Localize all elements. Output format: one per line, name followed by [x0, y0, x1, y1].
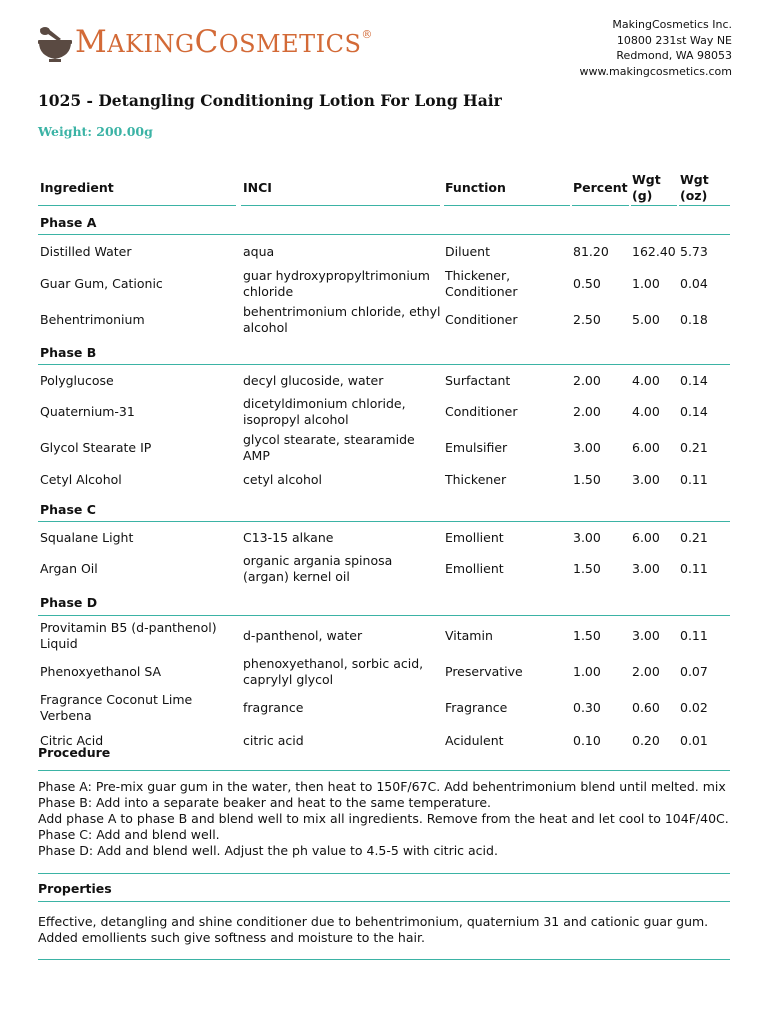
phase-header: [38, 208, 730, 237]
cell-wgt-g: 4.00: [632, 404, 660, 419]
phase-label: Phase C: [40, 501, 96, 517]
phase-label: Phase A: [40, 215, 97, 230]
table-row: [38, 302, 730, 337]
procedure-line: Phase C: Add and blend well.: [38, 827, 220, 842]
recipe-title: 1025 - Detangling Conditioning Lotion For Long Hair: [38, 91, 502, 110]
phase-header: [38, 494, 730, 524]
cell-percent: 2.50: [573, 311, 601, 327]
cell-wgt-g: 6.00: [632, 440, 660, 455]
procedure-text: [38, 779, 738, 859]
procedure-line: Phase B: Add into a separate beaker and heat to the same temperature.: [38, 795, 492, 810]
cell-inci: dicetyldimonium chloride, isopropyl alcohol: [243, 396, 406, 427]
company-city: Redmond, WA 98053: [616, 49, 732, 62]
cell-wgt-oz: 0.18: [680, 311, 708, 327]
cell-wgt-g: 3.00: [632, 628, 660, 643]
cell-function: Fragrance: [445, 700, 508, 715]
cell-function: Thickener, Conditioner: [445, 268, 518, 299]
ingredient-table: [38, 168, 730, 755]
cell-wgt-oz: 5.73: [680, 243, 708, 259]
cell-ingredient: Quaternium-31: [40, 404, 135, 419]
cell-wgt-oz: 0.14: [680, 404, 708, 419]
cell-wgt-g: 162.40: [632, 243, 676, 259]
cell-inci: d-panthenol, water: [243, 628, 363, 643]
cell-percent: 0.10: [573, 732, 601, 748]
bottom-divider: [38, 959, 730, 960]
cell-inci: cetyl alcohol: [243, 472, 323, 487]
cell-function: Preservative: [445, 664, 523, 679]
table-row: [38, 266, 730, 302]
logo-wordmark: [75, 24, 373, 60]
cell-function: Surfactant: [445, 372, 511, 388]
procedure-title: Procedure: [38, 745, 111, 760]
cell-percent: 0.50: [573, 276, 601, 291]
cell-function: Diluent: [445, 243, 491, 259]
cell-wgt-oz: 0.11: [680, 472, 708, 487]
cell-wgt-g: 6.00: [632, 529, 660, 545]
procedure-line: Phase A: Pre-mix guar gum in the water, then heat to 150F/67C. Add behentrimonium blend until melted. mix: [38, 779, 726, 794]
cell-function: Thickener: [445, 472, 507, 487]
cell-inci: C13-15 alkane: [243, 529, 334, 545]
header-wgt-oz: Wgt (oz): [680, 172, 709, 203]
cell-ingredient: Phenoxyethanol SA: [40, 664, 162, 679]
procedure-line: Phase D: Add and blend well. Adjust the ph value to 4.5-5 with citric acid.: [38, 843, 498, 858]
header-percent: Percent: [573, 180, 628, 195]
cell-function: Conditioner: [445, 311, 518, 327]
phase-divider: [38, 364, 730, 365]
procedure-line: Add phase A to phase B and blend well to mix all ingredients. Remove from the heat and let cool to 104F/40C.: [38, 811, 729, 826]
cell-ingredient: Distilled Water: [40, 243, 132, 259]
logo-letter: C: [194, 24, 219, 60]
header-divider: [679, 205, 730, 206]
cell-wgt-oz: 0.07: [680, 664, 708, 679]
logo-letters: OSMETICS: [218, 30, 362, 58]
phase-divider: [38, 615, 730, 616]
cell-percent: 3.00: [573, 529, 601, 545]
company-address: [580, 17, 732, 79]
logo-letters: AKING: [107, 30, 195, 58]
cell-inci: citric acid: [243, 732, 304, 748]
header-ingredient: Ingredient: [40, 180, 114, 195]
cell-function: Conditioner: [445, 404, 518, 419]
properties-line: Effective, detangling and shine conditioner due to behentrimonium, quaternium 31 and cationic guar gum.: [38, 914, 709, 929]
phase-label: Phase B: [40, 344, 97, 360]
registered-mark: ®: [361, 28, 373, 41]
cell-function: Acidulent: [445, 732, 504, 748]
cell-percent: 1.50: [573, 561, 601, 576]
cell-ingredient: Fragrance Coconut Lime Verbena: [40, 692, 193, 723]
cell-inci: decyl glucoside, water: [243, 372, 384, 388]
header-divider: [444, 205, 570, 206]
table-body: [38, 208, 730, 755]
table-row: [38, 367, 730, 394]
cell-inci: glycol stearate, stearamide AMP: [243, 432, 415, 463]
table-row: [38, 654, 730, 690]
table-row: [38, 394, 730, 430]
cell-inci: aqua: [243, 243, 275, 259]
cell-function: Emollient: [445, 561, 504, 576]
table-row: [38, 237, 730, 266]
properties-title: Properties: [38, 881, 112, 896]
cell-percent: 3.00: [573, 440, 601, 455]
cell-inci: guar hydroxypropyltrimonium chloride: [243, 268, 430, 299]
cell-percent: 1.00: [573, 664, 601, 679]
cell-wgt-g: 5.00: [632, 311, 660, 327]
header-function: Function: [445, 180, 506, 195]
cell-wgt-oz: 0.04: [680, 276, 708, 291]
cell-wgt-oz: 0.21: [680, 440, 708, 455]
header-wgt-g: Wgt (g): [632, 172, 661, 203]
cell-percent: 1.50: [573, 472, 601, 487]
cell-wgt-oz: 0.14: [680, 372, 708, 388]
table-row: [38, 430, 730, 466]
table-row: [38, 466, 730, 494]
cell-wgt-oz: 0.01: [680, 732, 708, 748]
cell-wgt-g: 4.00: [632, 372, 660, 388]
cell-wgt-oz: 0.11: [680, 561, 708, 576]
properties-divider: [38, 901, 730, 902]
cell-ingredient: Citric Acid: [40, 732, 104, 748]
cell-wgt-oz: 0.21: [680, 529, 708, 545]
table-row: [38, 618, 730, 654]
phase-divider: [38, 234, 730, 235]
properties-line: Added emollients such give softness and moisture to the hair.: [38, 930, 425, 945]
phase-header: [38, 587, 730, 618]
phase-divider: [38, 521, 730, 522]
properties-top-divider: [38, 873, 730, 874]
cell-wgt-g: 2.00: [632, 664, 660, 679]
cell-percent: 1.50: [573, 628, 601, 643]
cell-percent: 81.20: [573, 243, 609, 259]
cell-ingredient: Provitamin B5 (d-panthenol) Liquid: [40, 620, 217, 651]
cell-function: Vitamin: [445, 628, 493, 643]
cell-ingredient: Glycol Stearate IP: [40, 440, 152, 455]
makingcosmetics-logo[interactable]: [37, 24, 373, 70]
cell-wgt-g: 3.00: [632, 561, 660, 576]
cell-wgt-g: 3.00: [632, 472, 660, 487]
header-inci: INCI: [243, 180, 272, 195]
company-name: MakingCosmetics Inc.: [612, 18, 732, 31]
cell-inci: phenoxyethanol, sorbic acid, caprylyl glycol: [243, 656, 424, 687]
cell-wgt-oz: 0.02: [680, 700, 708, 715]
properties-text: [38, 914, 738, 946]
table-header: [38, 168, 730, 208]
cell-wgt-g: 0.20: [632, 732, 660, 748]
cell-wgt-oz: 0.11: [680, 628, 708, 643]
cell-function: Emollient: [445, 529, 504, 545]
table-row: [38, 524, 730, 551]
cell-ingredient: Squalane Light: [40, 529, 134, 545]
logo-letter: M: [75, 24, 108, 60]
cell-inci: behentrimonium chloride, ethyl alcohol: [243, 303, 441, 335]
procedure-divider: [38, 770, 730, 771]
recipe-weight: Weight: 200.00g: [38, 124, 153, 139]
cell-percent: 2.00: [573, 372, 601, 388]
cell-wgt-g: 0.60: [632, 700, 660, 715]
header-divider: [38, 205, 236, 206]
cell-percent: 0.30: [573, 700, 601, 715]
cell-inci: organic argania spinosa (argan) kernel oil: [243, 553, 393, 584]
cell-ingredient: Guar Gum, Cationic: [40, 276, 163, 291]
cell-percent: 2.00: [573, 404, 601, 419]
table-row: [38, 726, 730, 755]
cell-ingredient: Argan Oil: [40, 561, 98, 576]
cell-function: Emulsifier: [445, 440, 508, 455]
cell-ingredient: Cetyl Alcohol: [40, 472, 122, 487]
header-divider: [241, 205, 440, 206]
cell-ingredient: Behentrimonium: [40, 311, 145, 327]
header-divider: [572, 205, 629, 206]
header-divider: [631, 205, 677, 206]
table-row: [38, 551, 730, 587]
company-website[interactable]: www.makingcosmetics.com: [579, 64, 732, 78]
cell-inci: fragrance: [243, 700, 304, 715]
company-street: 10800 231st Way NE: [616, 33, 732, 47]
cell-ingredient: Polyglucose: [40, 372, 114, 388]
mortar-pestle-icon: [37, 26, 73, 64]
phase-header: [38, 337, 730, 367]
cell-wgt-g: 1.00: [632, 276, 660, 291]
table-row: [38, 690, 730, 726]
phase-label: Phase D: [40, 595, 98, 610]
